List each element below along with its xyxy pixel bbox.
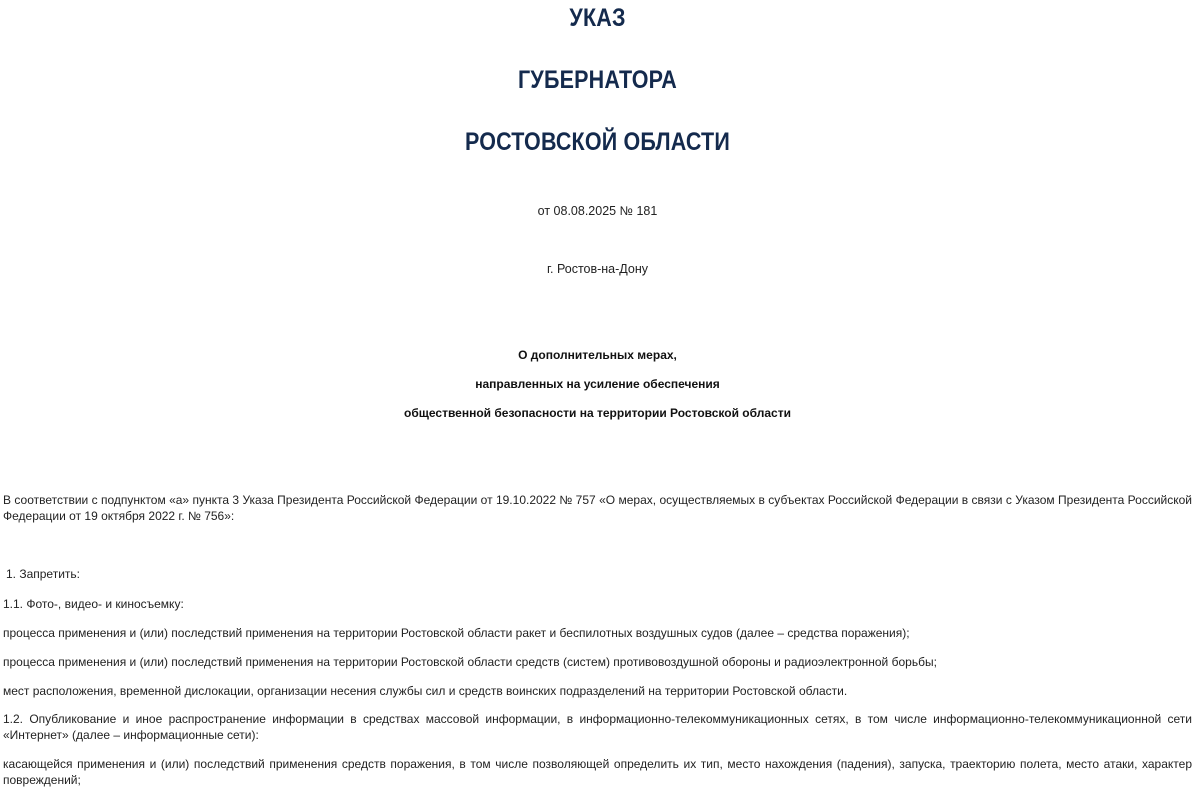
clause-1-1-item-a: процесса применения и (или) последствий применения на территории Ростовской области ракет и беспилотных воздушных судов (далее – средства поражения);: [3, 626, 910, 640]
document-type-heading: УКАЗ: [569, 4, 626, 32]
preamble-paragraph: В соответствии с подпунктом «а» пункта 3 Указа Президента Российской Федерации от 19.10.2022 № 757 «О мерах, осуществляемых в субъектах Российской Федерации в связи с Указом Президента Российской Федерации от 19 октября 2022 г. № 756»:: [3, 493, 1192, 523]
subject-line-1: О дополнительных мерах,: [518, 348, 677, 362]
subject-line-3: общественной безопасности на территории Ростовской области: [404, 406, 791, 420]
subject-line-2: направленных на усиление обеспечения: [475, 377, 720, 391]
document-city: г. Ростов-на-Дону: [546, 262, 649, 276]
clause-1-1-item-b: процесса применения и (или) последствий применения на территории Ростовской области средств (систем) противовоздушной обороны и радиоэлектронной борьбы;: [3, 655, 937, 669]
clause-1-2: 1.2. Опубликование и иное распространение информации в средствах массовой информации, в информационно-телекоммуникационных сетях, в том числе информационно-телекоммуникационной сети «Интернет» (далее – информационные сети):: [3, 712, 1192, 742]
region-heading: РОСТОВСКОЙ ОБЛАСТИ: [464, 128, 730, 156]
clause-1: 1. Запретить:: [6, 567, 80, 581]
issuing-authority-heading: ГУБЕРНАТОРА: [518, 66, 677, 94]
document-date-number: от 08.08.2025 № 181: [537, 204, 658, 218]
clause-1-1-item-c: мест расположения, временной дислокации, организации несения службы сил и средств воинских подразделений на территории Ростовской области.: [3, 684, 848, 698]
clause-1-2-item-a: касающейся применения и (или) последствий применения средств поражения, в том числе позволяющей определить их тип, место нахождения (падения), запуска, траекторию полета, место атаки, характер повреждений;: [3, 757, 1192, 787]
clause-1-1: 1.1. Фото-, видео- и киносъемку:: [3, 597, 184, 611]
